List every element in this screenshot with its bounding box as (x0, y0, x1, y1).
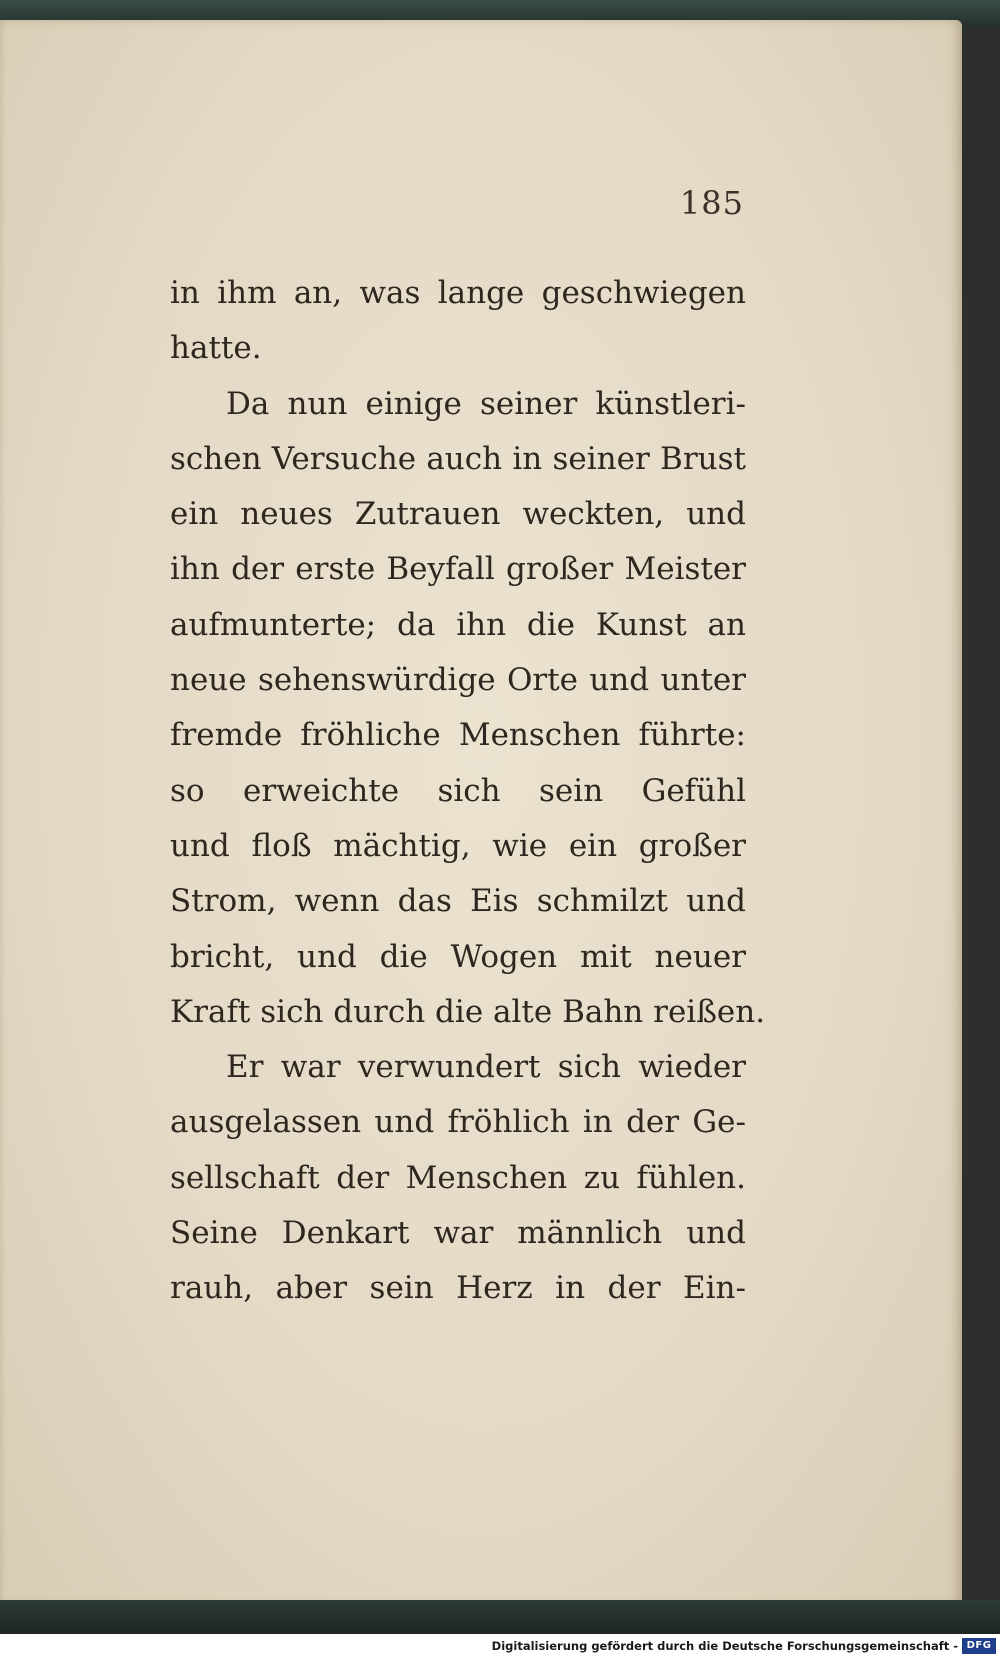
text-line: in ihm an, was lange geschwiegen (170, 275, 746, 311)
text-line: Strom, wenn das Eis schmilzt und (170, 883, 746, 920)
dfg-logo: DFG (962, 1638, 996, 1654)
text-line: Er war verwundert sich wieder (226, 1049, 746, 1086)
text-line: sellschaft der Menschen zu fühlen. (170, 1159, 746, 1196)
text-line: Seine Denkart war männlich und (170, 1215, 746, 1252)
text-line: so erweichte sich sein Gefühl (170, 772, 746, 809)
text-line: neue sehenswürdige Orte und unter (170, 662, 746, 699)
book-page (0, 20, 962, 1608)
scan-background-bottom (0, 1600, 1000, 1634)
page-number: 185 (679, 184, 744, 222)
text-line: und floß mächtig, wie ein großer (170, 827, 746, 864)
funding-credit: Digitalisierung gefördert durch die Deutsche Forschungsgemeinschaft - (491, 1639, 958, 1653)
text-line: bricht, und die Wogen mit neuer (170, 938, 746, 975)
text-line: ihn der erste Beyfall großer Meister (170, 551, 746, 588)
text-line: ausgelassen und fröhlich in der Ge- (170, 1104, 746, 1141)
text-line: schen Versuche auch in seiner Brust (170, 440, 746, 477)
text-line: ein neues Zutrauen weckten, und (170, 496, 746, 533)
text-line: rauh, aber sein Herz in der Ein- (170, 1270, 746, 1307)
body-text (170, 266, 766, 1317)
text-line: Da nun einige seiner künstleri- (226, 385, 746, 422)
footer-bar (0, 1634, 1000, 1659)
text-line: aufmunterte; da ihn die Kunst an (170, 606, 746, 643)
text-line: fremde fröhliche Menschen führte: (170, 717, 746, 754)
text-line: hatte. (170, 330, 262, 367)
text-line: Kraft sich durch die alte Bahn reißen. (170, 993, 766, 1030)
